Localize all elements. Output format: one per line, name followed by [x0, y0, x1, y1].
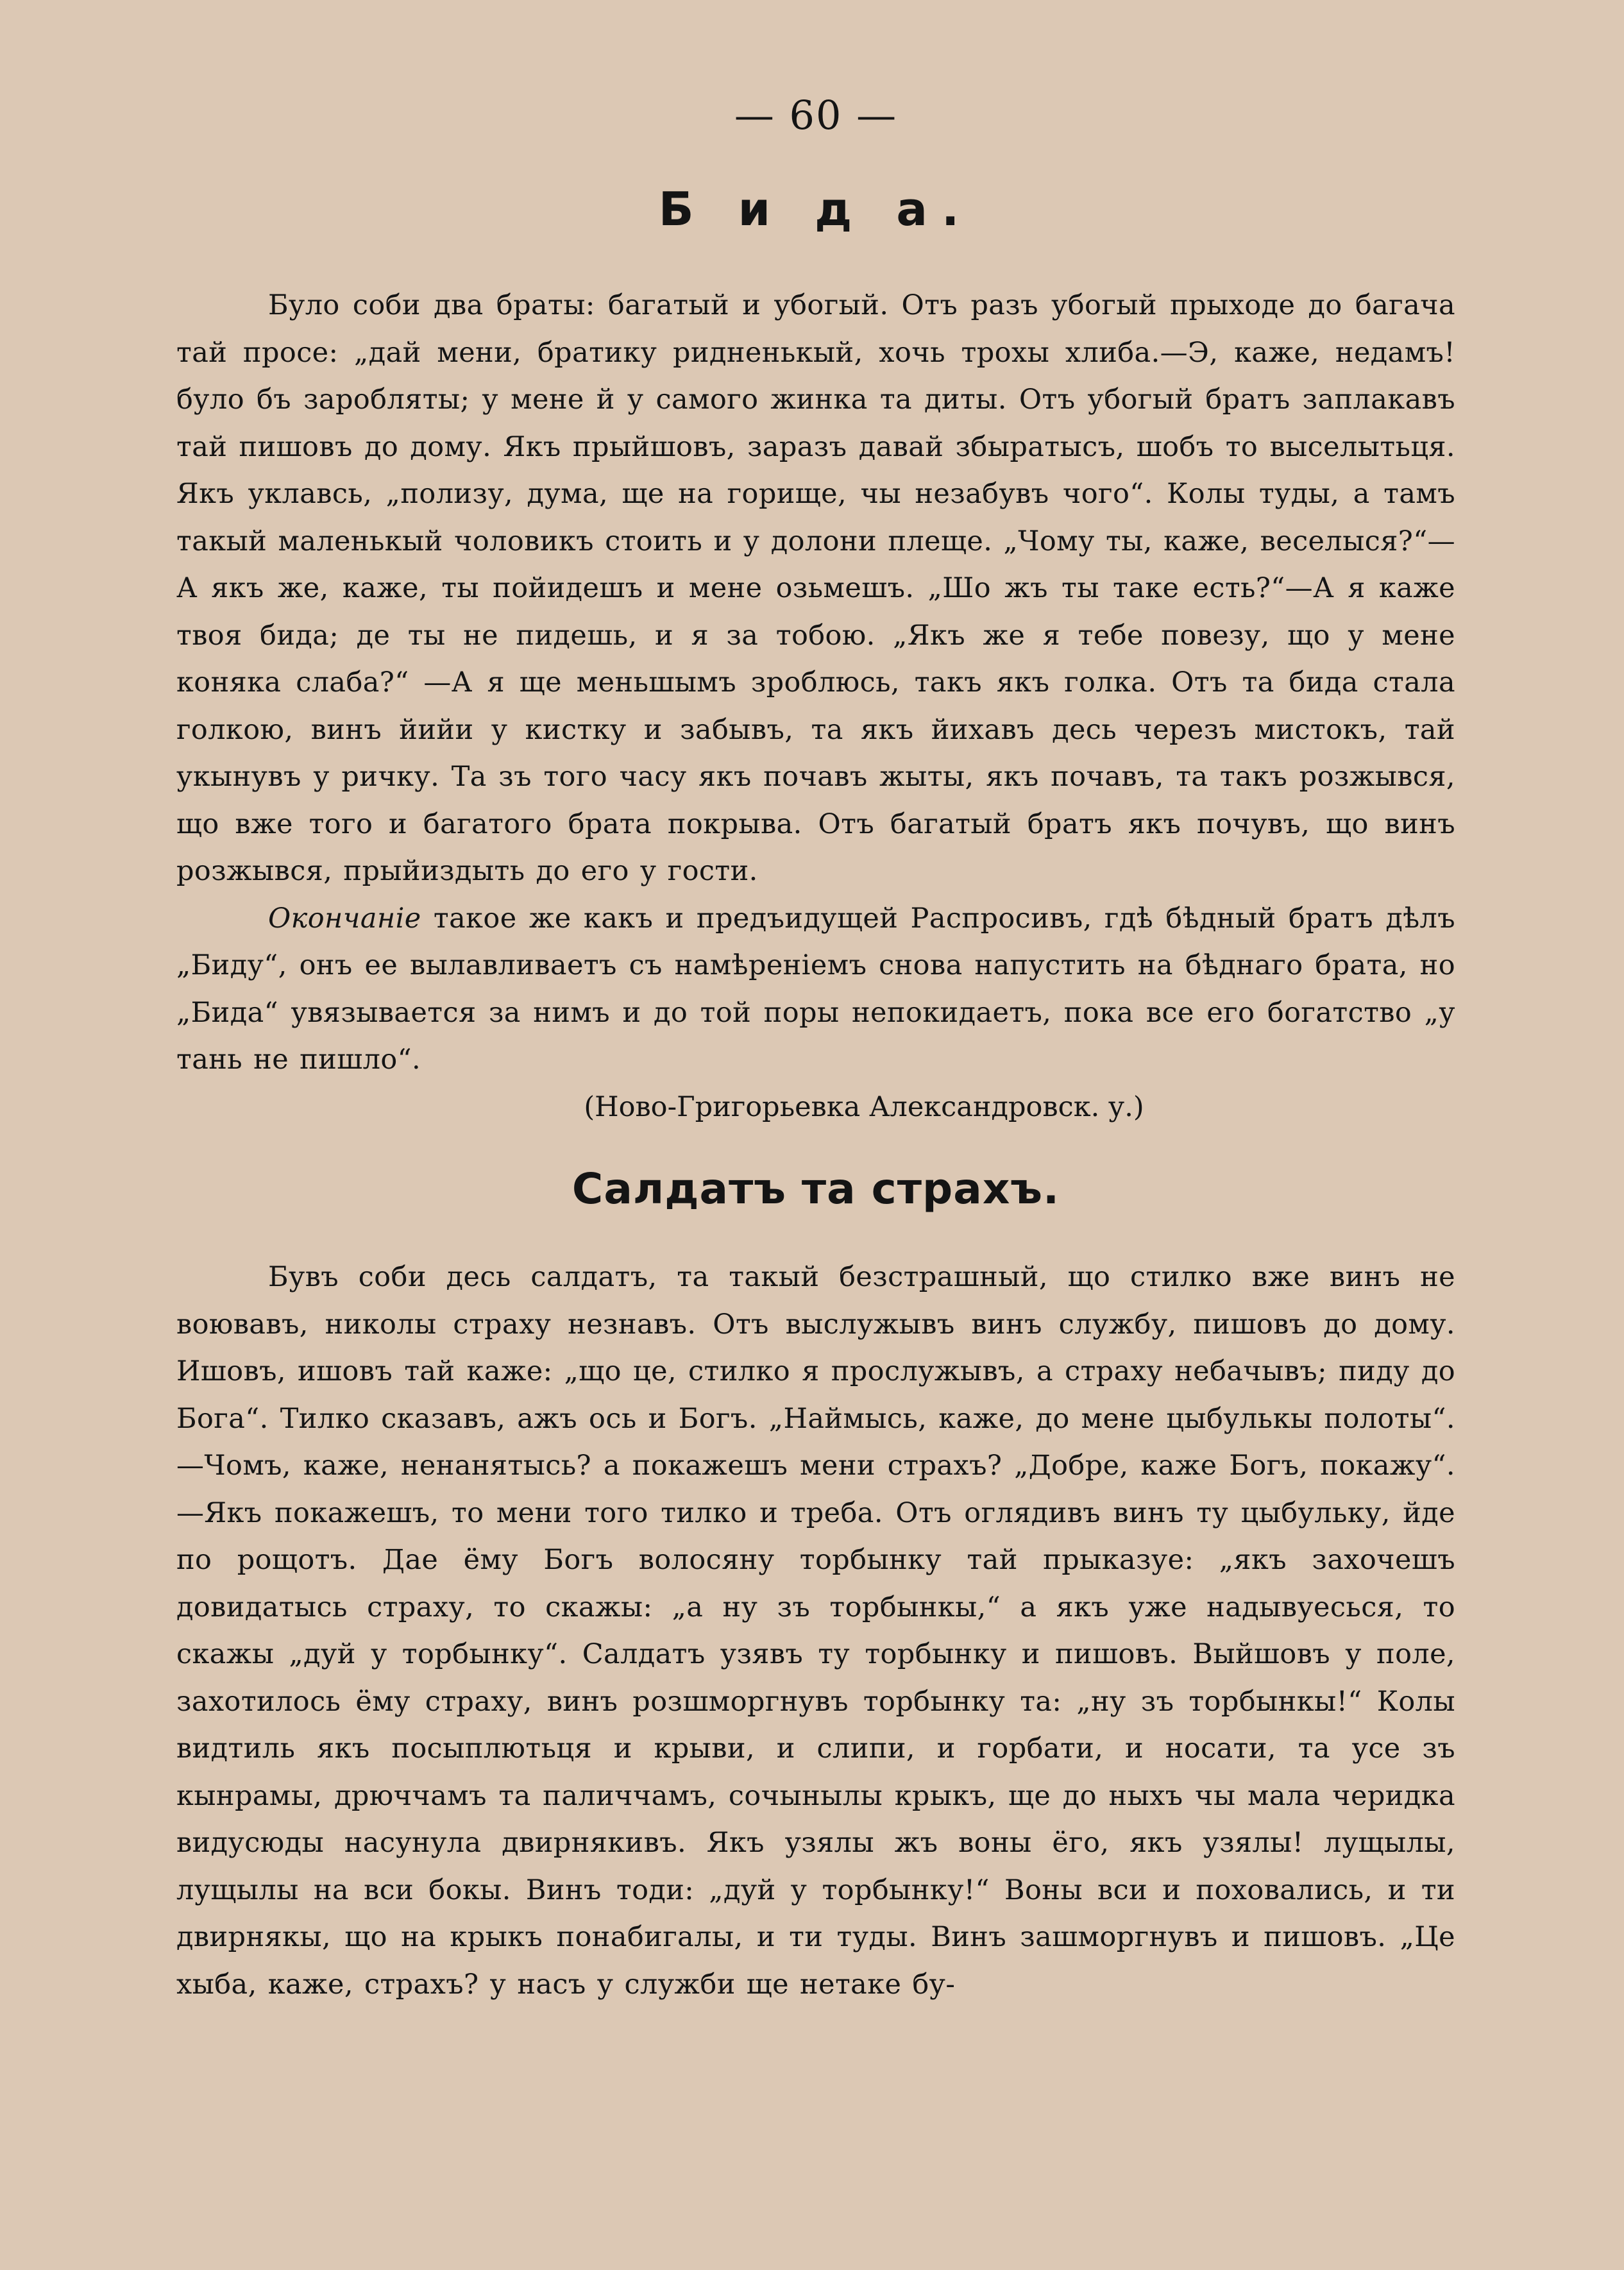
story-saldat	[176, 1254, 1455, 2008]
story-title-saldat: Салдатъ та страхъ.	[571, 1164, 1060, 1214]
ending-label: Окончаніе	[268, 902, 421, 935]
document-page	[176, 90, 1455, 2008]
ending-text: такое же какъ и предъидущей Распросивъ, гдѣ бѣдный братъ дѣлъ „Биду“, онъ ее вылавливаетъ съ намѣреніемъ снова напустить на бѣднаго брата, но „Бида“ увязывается за нимъ и до той поры непокидаетъ, пока все его богатство „у тань не пишло“.	[176, 902, 1455, 1076]
story-paragraph: Бувъ соби десь салдатъ, та такый безстрашный, що стилко вже винъ не воювавъ, николы страху незнавъ. Отъ выслужывъ винъ службу, пишовъ до дому. Ишовъ, ишовъ тай каже: „що це, стилко я прослужывъ, а страху небачывъ; пиду до Бога“. Тилко сказавъ, ажъ ось и Богъ. „Наймысь, каже, до мене цыбулькы полоты“.—Чомъ, каже, ненанятысь? а покажешъ мени страхъ? „Добре, каже Богъ, покажу“.—Якъ покажешъ, то мени того тилко и треба. Отъ оглядивъ винъ ту цыбульку, йде по рощотъ. Дае ёму Богъ волосяну торбынку тай прыказуе: „якъ захочешъ довидатысь страху, то скажы: „а ну зъ торбынкы,“ а якъ уже надывуесься, то скажы „дуй у торбынку“. Салдатъ узявъ ту торбынку и пишовъ. Выйшовъ у поле, захотилось ёму страху, винъ розшморгнувъ торбынку та: „ну зъ торбынкы!“ Колы видтиль якъ посыплютьця и крыви, и слипи, и горбати, и носати, та усе зъ кынрамы, дрюччамъ та паличчамъ, сочынылы крыкъ, ще до ныхъ чы мала черидка видусюды насунула двирнякивъ. Якъ узялы жъ воны ёго, якъ узялы! лущылы, лущылы на вси бокы. Винъ тоди: „дуй у торбынку!“ Воны вси и поховались, и ти двирнякы, що на крыкъ понабигалы, и ти туды. Винъ зашморгнувъ и пишовъ. „Це хыба, каже, страхъ? у насъ у служби ще нетаке бу-	[176, 1261, 1455, 2001]
story-source: (Ново-Григорьевка Александровск. у.)	[584, 1090, 1144, 1123]
page-number: — 60 —	[734, 92, 898, 139]
story-title-bida: Б и д а.	[658, 182, 974, 236]
story-bida	[176, 282, 1455, 1131]
story-ending-paragraph	[176, 895, 1455, 1084]
story-paragraph: Було соби два браты: багатый и убогый. Отъ разъ убогый прыходе до багача тай просе: „дай мени, братику ридненькый, хочь трохы хлиба.—Э, каже, недамъ! було бъ заробляты; у мене й у самого жинка та диты. Отъ убогый братъ заплакавъ тай пишовъ до дому. Якъ прыйшовъ, заразъ давай збыратысъ, шобъ то выселытьця. Якъ уклавсь, „полизу, дума, ще на горище, чы незабувъ чого“. Колы туды, а тамъ такый маленькый чоловикъ стоить и у долони плеще. „Чому ты, каже, веселыся?“—А якъ же, каже, ты пойидешъ и мене озьмешъ. „Шо жъ ты таке есть?“—А я каже твоя бида; де ты не пидешь, и я за тобою. „Якъ же я тебе повезу, що у мене коняка слаба?“ —А я ще меньшымъ зроблюсь, такъ якъ голка. Отъ та бида стала голкою, винъ йийи у кистку и забывъ, та якъ йихавъ десь черезъ мистокъ, тай укынувъ у ричку. Та зъ того часу якъ почавъ жыты, якъ почавъ, та такъ розжывся, що вже того и багатого брата покрыва. Отъ багатый братъ якъ почувъ, що винъ розжывся, прыйиздыть до его у гости.	[176, 289, 1455, 887]
